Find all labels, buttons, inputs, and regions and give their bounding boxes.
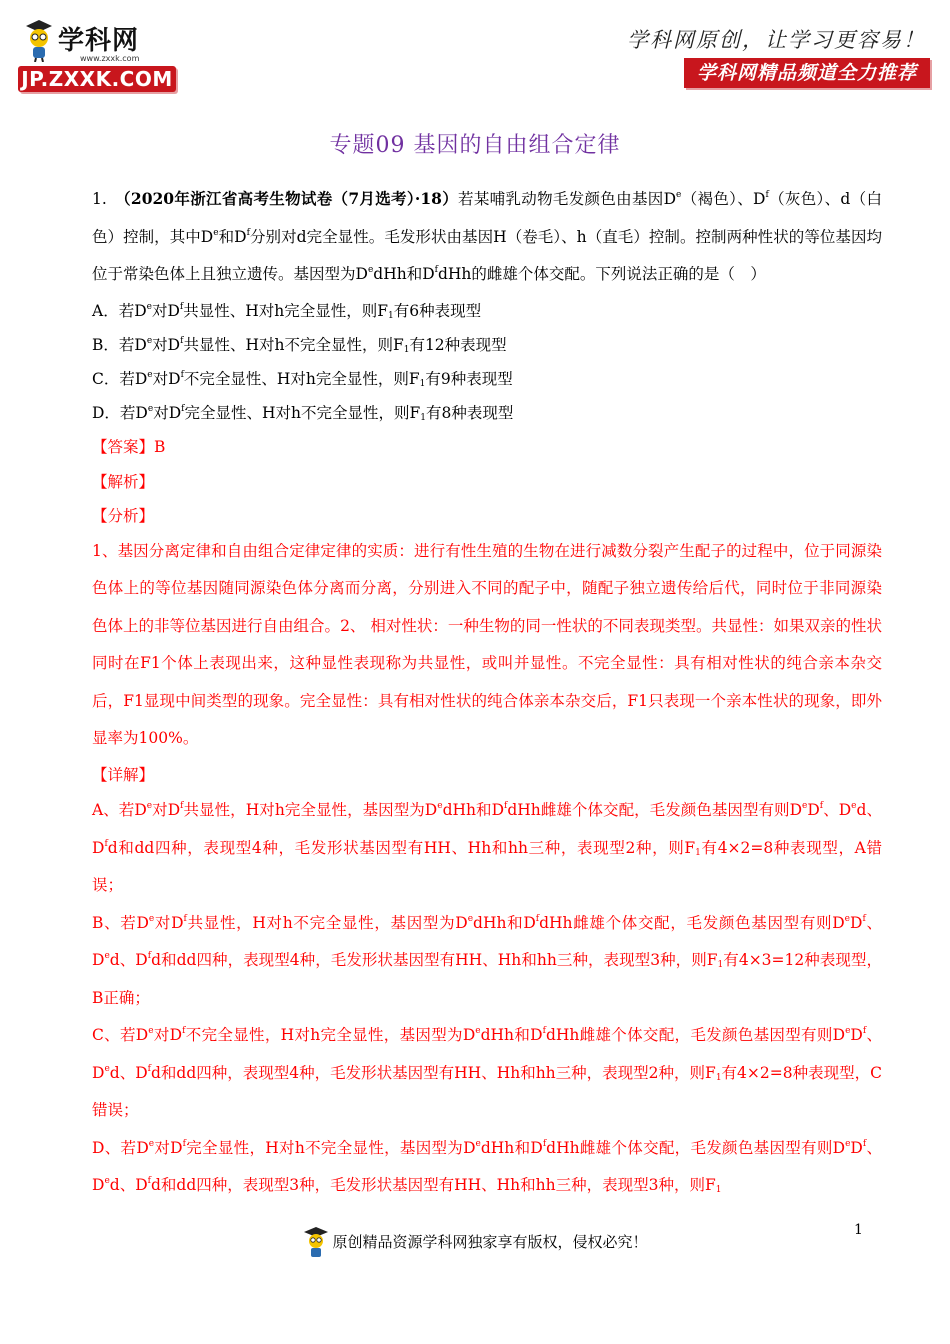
sup-text: f: [862, 1026, 867, 1037]
sub-text: 1: [715, 1072, 722, 1083]
option-text: 共显性、H对h完全显性，则F: [183, 301, 388, 320]
question-text: 若某哺乳动物毛发颜色由基因D: [458, 190, 677, 208]
sup-text: f: [542, 1026, 546, 1037]
question-source: （2020年浙江省高考生物试卷（7月选考）·18）: [114, 189, 459, 208]
brand-domain: www.zxxk.com: [80, 54, 140, 63]
option-c: [92, 362, 882, 396]
answer-line: 【答案】B: [92, 438, 166, 457]
option-text: C．若D: [92, 369, 148, 388]
detail-text: 对D: [154, 1138, 183, 1157]
detail-c: [92, 1017, 882, 1130]
question-text: dHh的雌雄个体交配。下列说法正确的是（ ）: [437, 265, 766, 283]
detail-text: D: [850, 1138, 863, 1157]
option-text: B．若D: [92, 335, 147, 354]
document-body: [92, 180, 882, 1205]
detail-text: d和dd四种，表现型4种，毛发形状基因型有HH、Hh和hh三种，表现型2种，则F: [150, 1063, 716, 1082]
question-text: 分别对d完全显性。毛发形状由基因H（卷毛）、h（直毛）控制。控制两种性状的等位基因均位于常染色体上且独立遗传。基因型为D: [92, 227, 882, 283]
sup-text: e: [147, 404, 154, 415]
detail-text: d、D: [92, 801, 882, 857]
option-text: 有9种表现型: [425, 369, 513, 388]
detail-b: [92, 905, 882, 1018]
sup-text: e: [676, 190, 682, 200]
sup-text: e: [467, 913, 474, 924]
detail-d: [92, 1130, 882, 1205]
detail-text: D: [850, 913, 863, 932]
detail-text: 对D: [152, 801, 181, 820]
page-number: 1: [854, 1222, 863, 1238]
analysis-heading: 【解析】: [92, 472, 155, 491]
sup-text: f: [183, 913, 187, 924]
sup-text: f: [765, 190, 769, 200]
detail-text: dHh雌雄个体交配，毛发颜色基因型有则D: [507, 801, 803, 820]
option-text: 对D: [151, 301, 180, 320]
option-text: 对D: [152, 335, 181, 354]
detail-text: 不完全显性，H对h完全显性，基因型为D: [185, 1026, 476, 1045]
detail-text: C、若D: [92, 1026, 149, 1045]
detail-text: dHh雌雄个体交配，毛发颜色基因型有则D: [539, 913, 845, 932]
detail-text: dHh和D: [473, 913, 536, 932]
sup-text: f: [434, 265, 438, 275]
sup-text: e: [845, 1026, 851, 1037]
sup-text: f: [246, 227, 250, 238]
option-b: [92, 328, 882, 362]
sup-text: f: [182, 1026, 186, 1037]
option-text: 完全显性、H对h不完全显性，则F: [184, 404, 421, 423]
detail-text: 、 D: [92, 913, 882, 970]
detail-text: 对D: [153, 1026, 183, 1045]
option-text: D．若D: [92, 404, 148, 423]
detail-text: d和dd四种，表现型4种，毛发形状基因型有HH、Hh和hh三种，表现型3种，则F: [151, 951, 718, 970]
sup-text: f: [147, 1176, 151, 1187]
sup-text: e: [147, 369, 153, 380]
sup-text: e: [475, 1026, 481, 1037]
sup-text: e: [802, 801, 808, 812]
sup-text: e: [437, 801, 443, 812]
detail-text: A、若D: [92, 801, 147, 820]
sup-text: e: [213, 227, 219, 238]
sup-text: e: [475, 1138, 481, 1149]
detail-text: dHh和D: [442, 801, 505, 820]
detail-a: [92, 792, 882, 905]
detail-text: d、D: [109, 1176, 148, 1195]
detail-text: dHh雌雄个体交配，毛发颜色基因型有则D: [546, 1138, 846, 1157]
option-text: 有6种表现型: [393, 301, 482, 320]
page-title: 专题09 基因的自由组合定律: [329, 133, 621, 158]
sup-text: e: [104, 951, 110, 962]
sup-text: f: [180, 801, 184, 812]
detail-text: d和dd四种，表现型4种，毛发形状基因型有HH、Hh和hh三种，表现型2种，则F: [107, 838, 696, 857]
sub-text: 1: [715, 1185, 722, 1196]
sub-text: 1: [717, 960, 724, 971]
detail-text: 、 D: [92, 1138, 882, 1195]
sup-text: e: [104, 1063, 110, 1074]
question-text: 和D: [218, 227, 247, 246]
option-a: [92, 294, 882, 328]
option-text: 共显性、H对h不完全显性，则F: [183, 335, 404, 354]
header-slogan: 学科网原创，让学习更容易！: [627, 28, 926, 52]
recommend-banner: 学科网精品频道全力推荐: [684, 58, 930, 88]
detail-text: 有4×2=8种表现型，C错误；: [92, 1063, 882, 1120]
detail-text: 完全显性，H对h不完全显性，基因型为D: [185, 1138, 476, 1157]
sup-text: e: [146, 335, 153, 346]
option-text: 不完全显性、H对h完全显性，则F: [183, 369, 420, 388]
sup-text: e: [851, 801, 857, 812]
sup-text: f: [542, 1138, 547, 1149]
sup-text: e: [146, 801, 153, 812]
detail-text: dHh雌雄个体交配，毛发颜色基因型有则D: [545, 1026, 846, 1045]
option-text: A．若D: [92, 301, 147, 320]
detail-text: dHh和D: [480, 1026, 543, 1045]
detail-text: d和dd四种，表现型3种，毛发形状基因型有HH、Hh和hh三种，表现型3种，则F: [150, 1176, 716, 1195]
detail-heading: 【详解】: [92, 765, 155, 784]
sup-text: f: [862, 1138, 867, 1149]
detail-text: 共显性，H对h不完全显性，基因型为D: [186, 913, 468, 932]
option-text: 对D: [153, 404, 182, 423]
question-text: （灰色）、d（白色）控制，其中D: [92, 190, 882, 246]
detail-text: 共显性，H对h完全显性，基因型为D: [183, 801, 438, 820]
sup-text: f: [147, 1063, 151, 1074]
sub-text: 1: [695, 847, 701, 858]
sub-text: 1: [403, 344, 410, 355]
sub-text: 1: [420, 413, 426, 424]
detail-text: B、若D: [92, 913, 149, 932]
detail-text: D: [807, 801, 820, 820]
detail-text: dHh和D: [480, 1138, 543, 1157]
brand-url-link[interactable]: JP.ZXXK.COM: [18, 66, 176, 92]
option-text: 对D: [152, 369, 181, 388]
detail-text: 有4×2=8种表现型，A错误；: [92, 838, 882, 895]
mascot-icon: [24, 18, 54, 62]
detail-text: D: [850, 1026, 863, 1045]
sup-text: e: [148, 1138, 155, 1149]
sup-text: f: [504, 801, 508, 812]
option-d: [92, 396, 882, 430]
question-text: （褐色）、D: [681, 190, 766, 208]
footer: [0, 1226, 950, 1260]
sup-text: e: [148, 1026, 154, 1037]
mascot-icon: [302, 1226, 330, 1260]
question-stem: [92, 180, 882, 294]
sup-text: e: [146, 301, 152, 312]
sub-text: 1: [419, 378, 426, 389]
detail-text: 、D: [823, 801, 852, 820]
footer-copyright: 原创精品资源学科网独家享有版权，侵权必究！: [332, 1233, 648, 1251]
question-number: 1.: [92, 190, 107, 208]
sup-text: f: [535, 913, 540, 924]
brand-name: 学科网: [58, 26, 140, 56]
sup-text: f: [181, 404, 185, 415]
sup-text: f: [104, 838, 108, 849]
detail-text: 对D: [154, 913, 184, 932]
sup-text: f: [147, 951, 152, 962]
detail-text: 有4×3=12种表现型，B正确；: [92, 951, 882, 1007]
brand-logo: [18, 14, 188, 96]
sup-text: f: [819, 801, 824, 812]
question-text: dHh和D: [373, 265, 435, 283]
sup-text: e: [148, 913, 155, 924]
sup-text: f: [180, 335, 184, 346]
detail-text: d、D: [109, 1063, 148, 1082]
option-text: 有12种表现型: [409, 335, 507, 354]
fenxi-text: 1、基因分离定律和自由组合定律定律的实质：进行有性生殖的生物在进行减数分裂产生配子的过程中，位于同源染色体上的等位基因随同源染色体分离而分离，分别进入不同的配子中，随配子独立遗传给后代，同时位于非同源染色体上的非等位基因进行自由组合。2、 相对性状：一种生物的同一性状的不同表现类型。共显性：如果双亲的性状同时在F1个体上表现出来，这种显性表现称为共显性，或叫并显性。不完全显性：具有相对性状的纯合亲本杂交后，F1显现中间类型的现象。完全显性：具有相对性状的纯合体亲本杂交后，F1只表现一个亲本性状的现象，即外显率为100%。: [92, 541, 882, 748]
sup-text: f: [182, 1138, 186, 1149]
sup-text: e: [845, 1138, 851, 1149]
sup-text: f: [180, 369, 184, 380]
fenxi-heading: 【分析】: [92, 506, 155, 525]
sub-text: 1: [388, 310, 394, 321]
detail-text: d、D: [109, 951, 148, 970]
detail-text: D、若D: [92, 1138, 149, 1157]
sup-text: e: [844, 913, 850, 924]
sup-text: e: [104, 1176, 110, 1187]
detail-text: 、 D: [92, 1026, 882, 1082]
sup-text: e: [367, 265, 374, 275]
option-text: 有8种表现型: [425, 404, 514, 423]
sup-text: f: [862, 913, 866, 924]
sup-text: f: [179, 301, 184, 312]
